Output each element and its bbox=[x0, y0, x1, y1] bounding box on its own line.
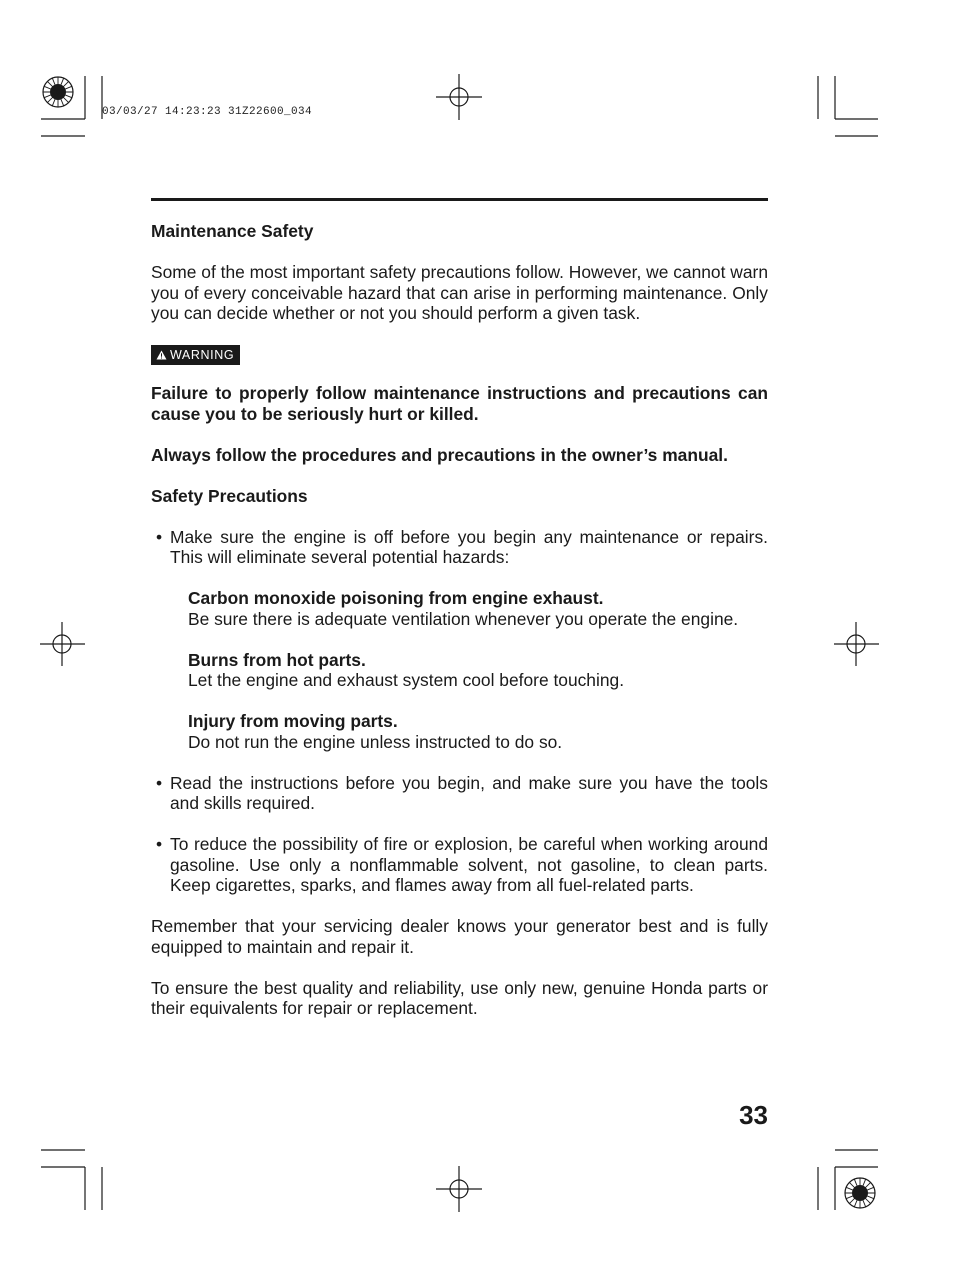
warning-instruction: Always follow the procedures and precautions in the owner’s manual. bbox=[151, 444, 728, 465]
list-item bbox=[151, 773, 768, 814]
list-item bbox=[151, 527, 768, 753]
warning-statement: Failure to properly follow maintenance instructions and precautions can cause you to be seriously hurt or killed. bbox=[151, 383, 768, 424]
hazard-description: Be sure there is adequate ventilation whenever you operate the engine. bbox=[188, 608, 739, 629]
closing-paragraph: To ensure the best quality and reliability, use only new, genuine Honda parts or their equivalents for repair or replacement. bbox=[151, 977, 768, 1018]
hazard-description: Do not run the engine unless instructed to do so. bbox=[188, 731, 563, 752]
bullet-text: • Make sure the engine is off before you begin any maintenance or repairs. This will eliminate several potential hazards: bbox=[170, 526, 768, 567]
closing-paragraph: Remember that your servicing dealer knows your generator best and is fully equipped to maintain and repair it. bbox=[151, 916, 768, 957]
bullet-text: • To reduce the possibility of fire or explosion, be careful when working around gasoline. Use only a nonflammable solvent, not gasoline, to clean parts. Keep cigarettes, sparks, and flames away from all fuel-related parts. bbox=[170, 834, 768, 895]
print-timestamp: 03/03/27 14:23:23 31Z22600_034 bbox=[102, 106, 313, 118]
bullet-text: • Read the instructions before you begin, and make sure you have the tools and skills required. bbox=[170, 772, 768, 813]
precautions-list bbox=[151, 527, 768, 896]
section-title: Maintenance Safety bbox=[151, 221, 314, 241]
hazard-title: Carbon monoxide poisoning from engine exhaust. bbox=[188, 588, 604, 608]
warning-badge-label: WARNING bbox=[170, 348, 235, 362]
hazard-title: Injury from moving parts. bbox=[188, 711, 398, 731]
warning-triangle-icon bbox=[156, 350, 167, 360]
hazard-item bbox=[188, 711, 768, 752]
warning-badge bbox=[151, 345, 240, 365]
intro-paragraph: Some of the most important safety precautions follow. However, we cannot warn you of every conceivable hazard that can arise in performing maintenance. Only you can decide whether or not you should perform a given task. bbox=[151, 262, 768, 323]
hazard-item bbox=[188, 588, 768, 629]
precautions-title: Safety Precautions bbox=[151, 485, 308, 506]
hazard-title: Burns from hot parts. bbox=[188, 649, 366, 670]
page-number: 33 bbox=[739, 1100, 768, 1130]
header-rule bbox=[151, 198, 768, 201]
page-content bbox=[151, 221, 768, 1039]
hazard-item bbox=[188, 650, 768, 691]
list-item bbox=[151, 834, 768, 896]
hazard-description: Let the engine and exhaust system cool before touching. bbox=[188, 670, 625, 690]
